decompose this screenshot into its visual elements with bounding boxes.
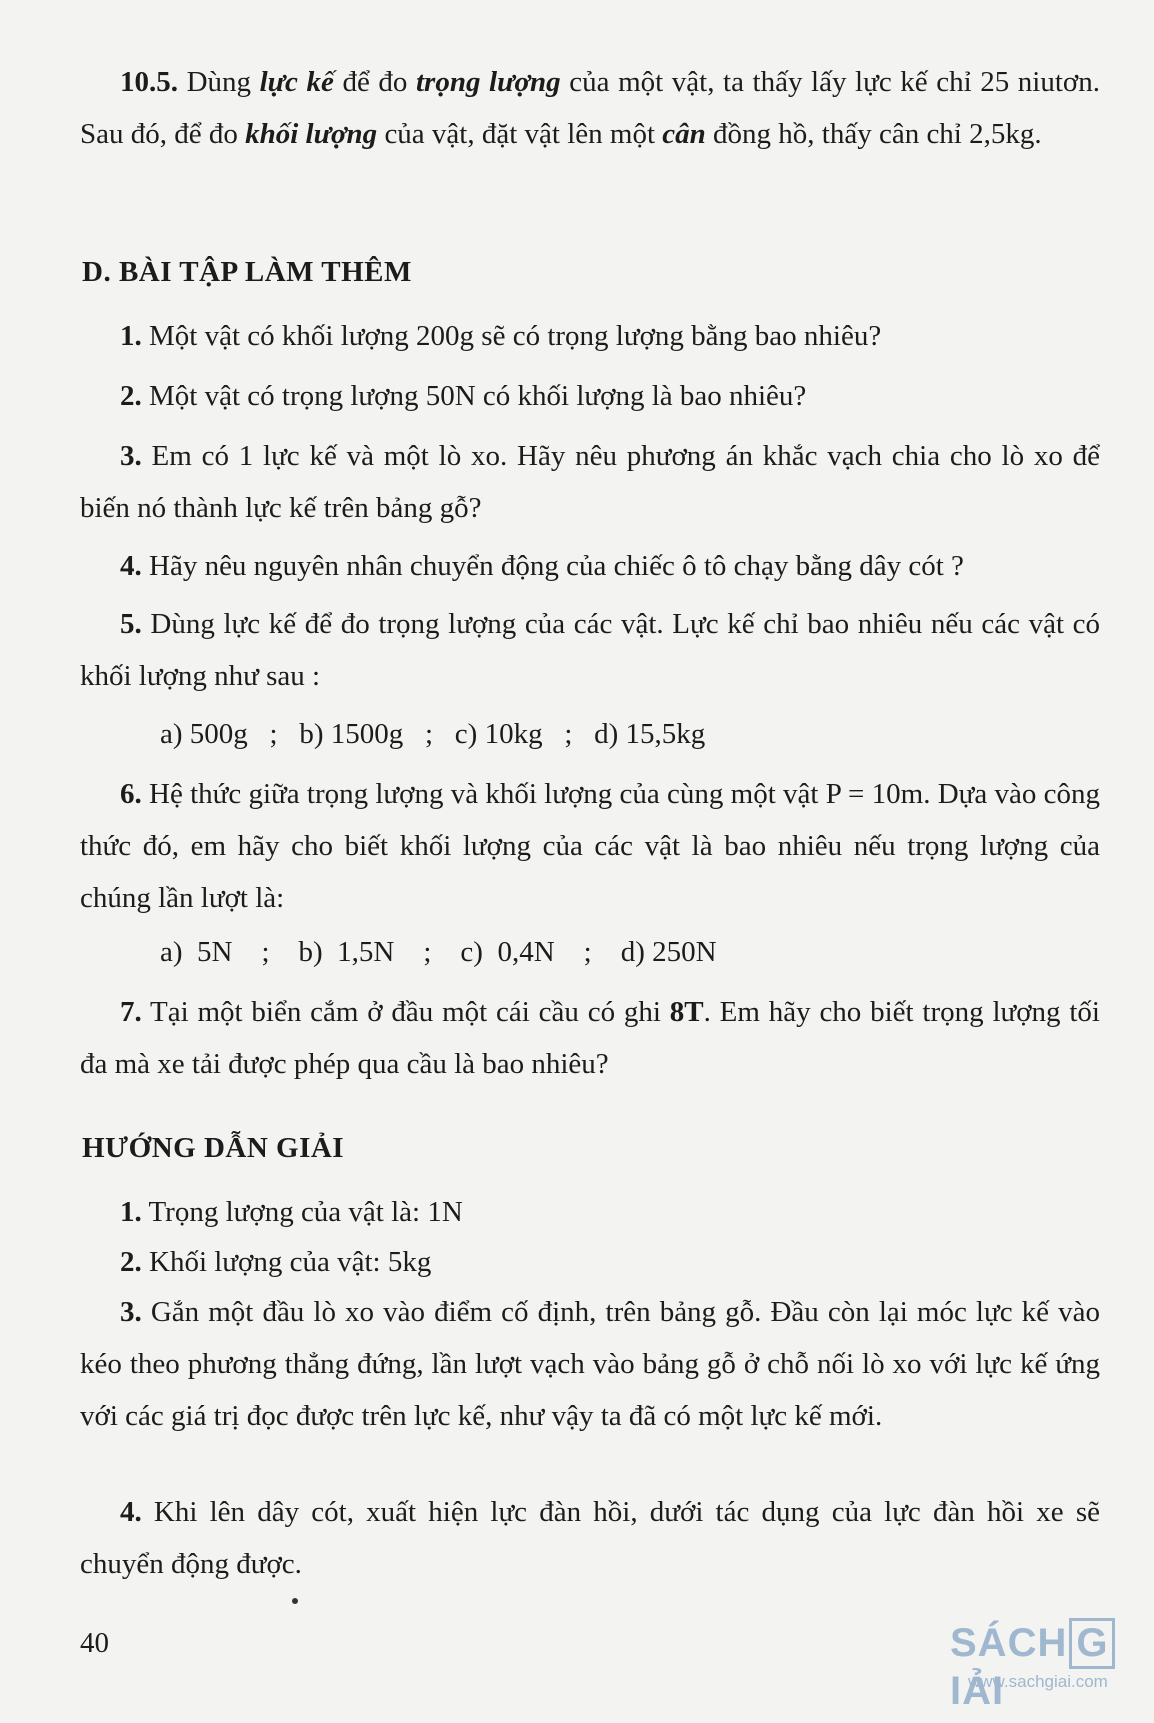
question-text: Hệ thức giữa trọng lượng và khối lượng của cùng một vật P = 10m. Dựa vào công thức đó, em hãy cho biết khối lượng của các vật là bao nhiêu nếu trọng lượng của chúng lần lượt là: — [80, 778, 1100, 914]
question-text: Tại một biển cắm ở đầu một cái cầu có ghi — [141, 996, 670, 1028]
question-7 — [80, 986, 1100, 1090]
exercise-number: 10.5. — [120, 66, 178, 98]
question-text: Một vật có khối lượng 200g sẽ có trọng lượng bằng bao nhiêu? — [141, 320, 882, 352]
answer-number: 2. — [120, 1246, 142, 1278]
question-6 — [80, 768, 1100, 924]
keyword: cân — [662, 118, 706, 150]
text: của một vật, ta thấy lấy lực kế chỉ 25 niutơn. Sau đó, để đo — [80, 66, 1101, 150]
watermark-logo — [950, 1618, 1154, 1714]
section-title-solution-guide: HƯỚNG DẪN GIẢI — [82, 1132, 345, 1164]
answer-3 — [80, 1286, 1100, 1442]
keyword: khối lượng — [245, 118, 378, 150]
question-6-options: a) 5N ; b) 1,5N ; c) 0,4N ; d) 250N — [160, 936, 717, 968]
question-number: 4. — [120, 550, 142, 582]
question-number: 3. — [120, 440, 142, 472]
question-5-options: a) 500g ; b) 1500g ; c) 10kg ; d) 15,5kg — [160, 718, 706, 750]
answer-text: Gắn một đầu lò xo vào điểm cố định, trên bảng gỗ. Đầu còn lại móc lực kế vào kéo theo phương thẳng đứng, lần lượt vạch vào bảng gỗ ở chỗ nối lò xo với lực kế ứng với các giá trị đọc được trên lực kế, như vậy ta đã có một lực kế mới. — [80, 1296, 1100, 1432]
answer-number: 4. — [120, 1496, 142, 1528]
exercise-10-5 — [80, 56, 1100, 160]
watermark-text: G — [1069, 1618, 1115, 1669]
answer-number: 3. — [120, 1296, 142, 1328]
answer-number: 1. — [120, 1196, 142, 1228]
question-3 — [80, 430, 1100, 534]
text: đồng hồ, thấy cân chỉ 2,5kg. — [705, 118, 1042, 150]
ink-speck — [292, 1598, 298, 1604]
question-number: 2. — [120, 380, 142, 412]
keyword: trọng lượng — [415, 66, 561, 98]
text: để đo — [333, 66, 416, 98]
question-number: 6. — [120, 778, 142, 810]
question-text: Một vật có trọng lượng 50N có khối lượng là bao nhiêu? — [141, 380, 807, 412]
watermark-text: IẢI — [950, 1669, 1005, 1713]
question-number: 1. — [120, 320, 142, 352]
page-number: 40 — [80, 1627, 109, 1659]
keyword: lực kế — [259, 66, 334, 98]
text: của vật, đặt vật lên một — [377, 118, 663, 150]
watermark-url: www.sachgiai.com — [968, 1672, 1108, 1691]
answer-text: Khi lên dây cót, xuất hiện lực đàn hồi, dưới tác dụng của lực đàn hồi xe sẽ chuyển động được. — [80, 1496, 1100, 1580]
question-4 — [80, 540, 1100, 592]
answer-2 — [80, 1236, 1100, 1288]
sign-value: 8T — [669, 996, 704, 1028]
answer-text: Trọng lượng của vật là: 1N — [141, 1196, 463, 1228]
answer-4 — [80, 1486, 1100, 1590]
question-number: 5. — [120, 608, 142, 640]
question-text: . Em hãy cho biết trọng lượng tối đa mà xe tải được phép qua cầu là bao nhiêu? — [80, 996, 1100, 1080]
question-1 — [80, 310, 1100, 362]
question-text: Hãy nêu nguyên nhân chuyển động của chiếc ô tô chạy bằng dây cót ? — [141, 550, 964, 582]
answer-1 — [80, 1186, 1100, 1238]
question-text: Dùng lực kế để đo trọng lượng của các vật. Lực kế chỉ bao nhiêu nếu các vật có khối lượng như sau : — [80, 608, 1100, 692]
question-text: Em có 1 lực kế và một lò xo. Hãy nêu phương án khắc vạch chia cho lò xo để biến nó thành lực kế trên bảng gỗ? — [80, 440, 1100, 524]
watermark-text: SÁCH — [950, 1621, 1068, 1665]
section-title-extra-exercises: D. BÀI TẬP LÀM THÊM — [82, 256, 412, 288]
text: Dùng — [178, 66, 260, 98]
question-5 — [80, 598, 1100, 702]
question-2 — [80, 370, 1100, 422]
question-number: 7. — [120, 996, 142, 1028]
answer-text: Khối lượng của vật: 5kg — [141, 1246, 432, 1278]
